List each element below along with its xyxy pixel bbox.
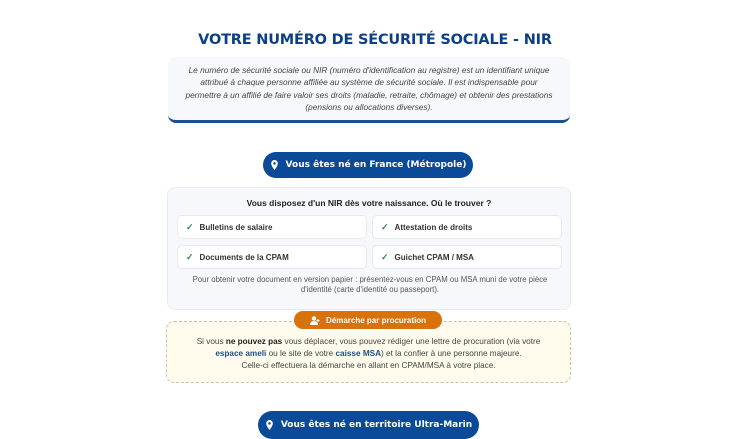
check-icon: ✓ [186, 251, 194, 262]
item-label: Bulletins de salaire [199, 222, 273, 232]
paper-document-note: Pour obtenir votre document en version papier : présentez-vous en CPAM ou MSA muni de votre pièce d'identité (carte d'identité ou passeport). [192, 275, 548, 294]
badge-label: Démarche par procuration [325, 315, 427, 325]
list-item [372, 245, 562, 269]
france-metropole-button[interactable] [263, 152, 473, 178]
text: ou le site de votre [266, 349, 336, 358]
list-item [177, 245, 367, 269]
page-title: VOTRE NUMÉRO DE SÉCURITÉ SOCIALE - NIR [198, 32, 552, 48]
procuration-badge [294, 311, 442, 329]
item-label: Attestation de droits [394, 222, 473, 232]
text: Si vous [196, 337, 226, 346]
location-pin-icon [270, 160, 279, 170]
espace-ameli-link[interactable]: espace ameli [215, 349, 267, 358]
panel-question: Vous disposez d'un NIR dès votre naissance. Où le trouver ? [246, 198, 492, 208]
caisse-msa-link[interactable]: caisse MSA [335, 349, 382, 358]
outremer-button[interactable] [258, 411, 479, 439]
text: ) et la confier à une personne majeure. [381, 349, 522, 358]
procuration-box [166, 321, 571, 383]
intro-text: Le numéro de sécurité sociale ou NIR (numéro d'identification au registre) est un identifiant unique attribué à chaque personne affiliée au système de sécurité sociale. Il est indispensable pour permettre à un affilié de faire valoir ses droits (maladie, retraite, chômage) et obtenir des prestations (pensions ou allocations diverses). [168, 57, 570, 123]
list-item [177, 215, 367, 239]
france-button-label: Vous êtes né en France (Métropole) [285, 160, 467, 170]
text: vous déplacer, vous pouvez rédiger une lettre de procuration (via votre [282, 337, 541, 346]
globe-pin-icon [265, 420, 274, 430]
user-icon [310, 316, 320, 325]
outremer-button-label: Vous êtes né en territoire Ultra-Marin [280, 420, 473, 430]
nir-locations-panel [167, 187, 571, 310]
item-label: Guichet CPAM / MSA [394, 252, 474, 262]
list-item [372, 215, 562, 239]
check-icon: ✓ [381, 221, 389, 232]
text: Celle-ci effectuera la démarche en allant en CPAM/MSA à votre place. [241, 361, 496, 370]
check-icon: ✓ [381, 251, 389, 262]
check-icon: ✓ [186, 221, 194, 232]
item-label: Documents de la CPAM [199, 252, 289, 262]
emphasis: ne pouvez pas [225, 337, 283, 346]
